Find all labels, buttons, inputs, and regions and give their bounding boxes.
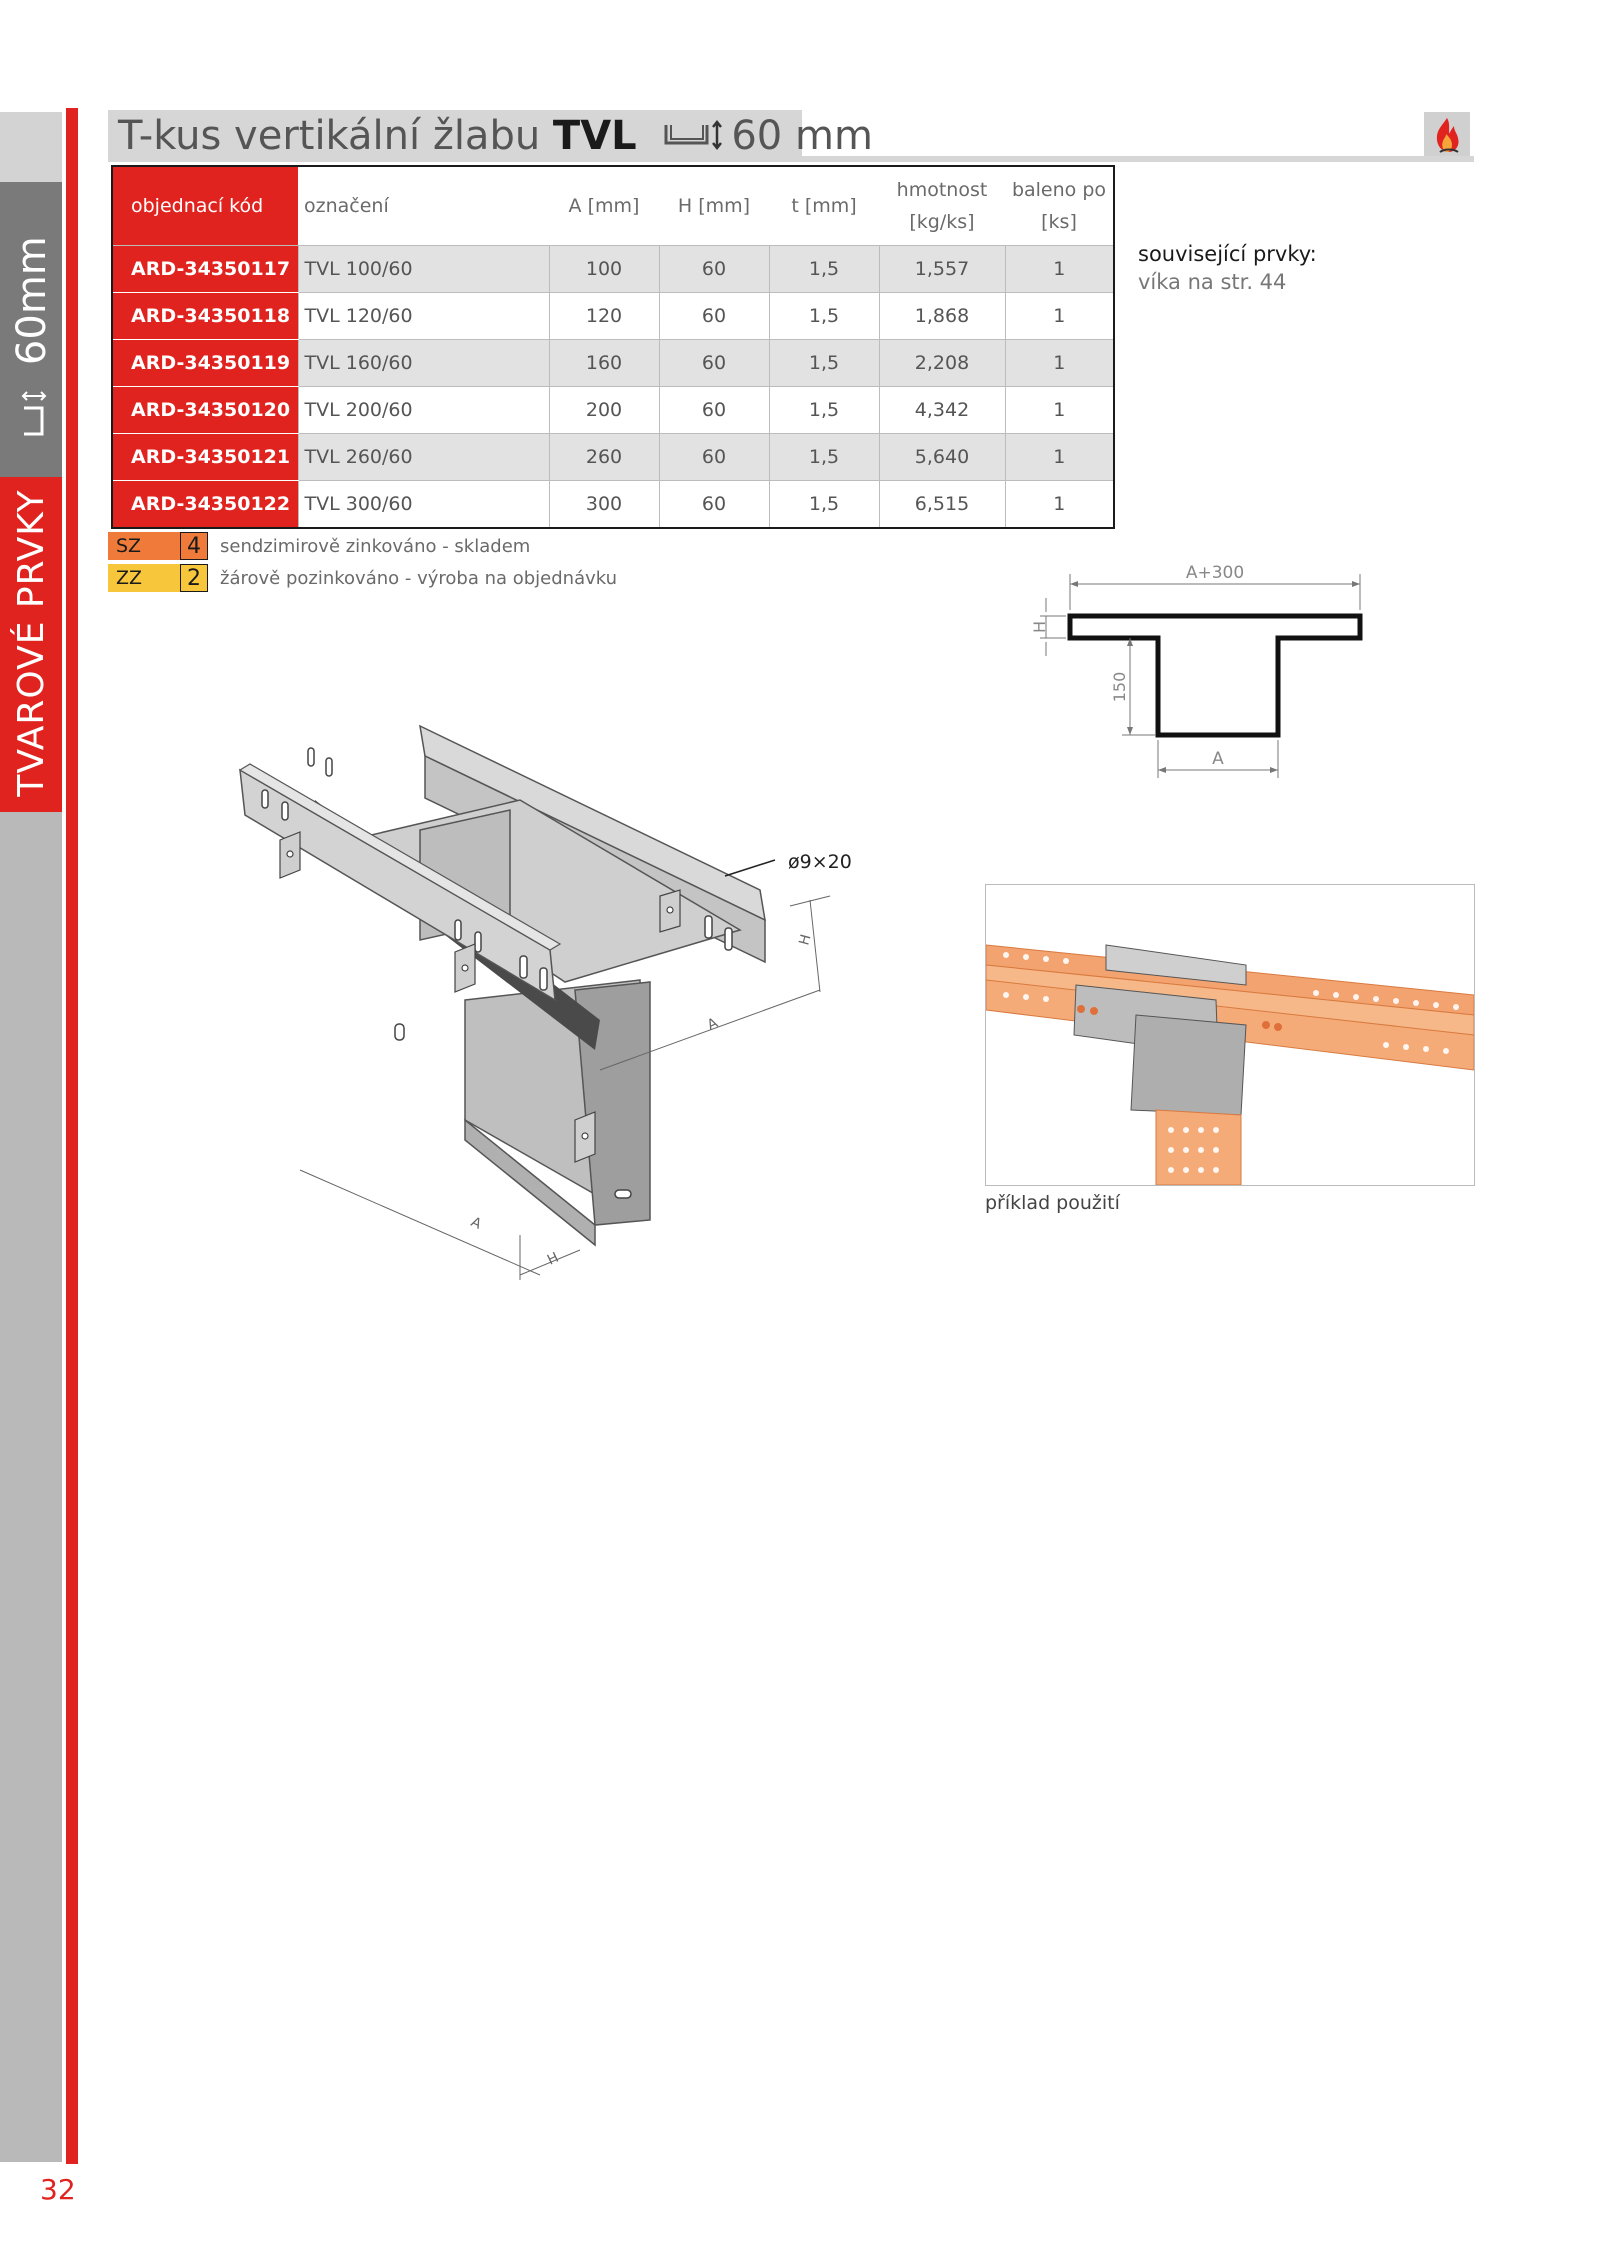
cell-code: ARD-34350119 — [112, 340, 298, 387]
cell-code: ARD-34350120 — [112, 387, 298, 434]
dim-a-3d: A — [704, 1015, 721, 1034]
cell-h: 60 — [659, 340, 769, 387]
table-row — [112, 293, 1114, 340]
dim-a: A — [1212, 749, 1224, 769]
legend-text: žárově pozinkováno - výroba na objednávku — [220, 567, 618, 589]
finish-legend — [108, 530, 617, 594]
cell-t: 1,5 — [769, 434, 879, 481]
title-code: TVL — [552, 113, 637, 159]
legend-text: sendzimirově zinkováno - skladem — [220, 535, 531, 557]
spec-table — [111, 165, 1115, 529]
header-name: označení — [298, 166, 549, 246]
header-h: H [mm] — [659, 166, 769, 246]
related-text: víka na str. 44 — [1138, 270, 1287, 294]
hole-label: ø9×20 — [788, 851, 852, 873]
example-photo — [985, 884, 1475, 1186]
cell-a: 260 — [549, 434, 659, 481]
cell-name: TVL 100/60 — [298, 246, 549, 293]
example-caption: příklad použití — [985, 1192, 1120, 1214]
cell-name: TVL 300/60 — [298, 481, 549, 529]
tray-profile-icon — [663, 114, 725, 162]
table-row — [112, 387, 1114, 434]
cell-name: TVL 120/60 — [298, 293, 549, 340]
legend-num: 2 — [180, 564, 208, 592]
cell-weight: 2,208 — [879, 340, 1005, 387]
cell-a: 120 — [549, 293, 659, 340]
cell-pack: 1 — [1005, 387, 1114, 434]
cell-a: 160 — [549, 340, 659, 387]
cell-name: TVL 200/60 — [298, 387, 549, 434]
legend-code: SZ — [108, 532, 180, 560]
cell-code: ARD-34350117 — [112, 246, 298, 293]
cell-pack: 1 — [1005, 246, 1114, 293]
cell-pack: 1 — [1005, 293, 1114, 340]
example-illustration — [986, 885, 1474, 1185]
cell-weight: 5,640 — [879, 434, 1005, 481]
table-row — [112, 246, 1114, 293]
cell-code: ARD-34350118 — [112, 293, 298, 340]
page-number: 32 — [40, 2173, 76, 2206]
cell-pack: 1 — [1005, 481, 1114, 529]
cell-a: 100 — [549, 246, 659, 293]
page-title — [118, 112, 873, 162]
legend-row-sz — [108, 530, 617, 562]
cell-h: 60 — [659, 481, 769, 529]
cell-weight: 4,342 — [879, 387, 1005, 434]
cell-h: 60 — [659, 387, 769, 434]
title-prefix: T-kus vertikální žlabu — [118, 113, 553, 159]
dim-h-3d: H — [796, 932, 815, 948]
cell-t: 1,5 — [769, 481, 879, 529]
title-height: 60 mm — [731, 113, 873, 159]
cell-code: ARD-34350122 — [112, 481, 298, 529]
tray-profile-icon — [9, 365, 55, 438]
product-3d-drawing — [220, 720, 860, 1300]
header-pack: baleno po [ks] — [1005, 166, 1114, 246]
cell-name: TVL 260/60 — [298, 434, 549, 481]
sidebar-size-label: 60mm — [12, 187, 52, 487]
cell-name: TVL 160/60 — [298, 340, 549, 387]
cell-h: 60 — [659, 434, 769, 481]
related-items — [1138, 240, 1317, 296]
cell-a: 300 — [549, 481, 659, 529]
table-row — [112, 434, 1114, 481]
header-a: A [mm] — [549, 166, 659, 246]
cell-t: 1,5 — [769, 387, 879, 434]
cell-code: ARD-34350121 — [112, 434, 298, 481]
sidebar-top-segment — [0, 112, 62, 182]
cell-t: 1,5 — [769, 246, 879, 293]
header-code: objednací kód — [112, 166, 298, 246]
cell-weight: 1,557 — [879, 246, 1005, 293]
sidebar-category-label: TVAROVÉ PRVKY — [11, 489, 52, 797]
table-row — [112, 481, 1114, 529]
cell-t: 1,5 — [769, 293, 879, 340]
cell-pack: 1 — [1005, 340, 1114, 387]
section-drawing — [1010, 560, 1390, 790]
header-t: t [mm] — [769, 166, 879, 246]
cell-t: 1,5 — [769, 340, 879, 387]
table-header-row — [112, 166, 1114, 246]
dim-a-3d-bottom: A — [468, 1214, 484, 1233]
legend-num: 4 — [180, 532, 208, 560]
table-row — [112, 340, 1114, 387]
cell-weight: 1,868 — [879, 293, 1005, 340]
legend-code: ZZ — [108, 564, 180, 592]
header-weight: hmotnost [kg/ks] — [879, 166, 1005, 246]
sidebar-red-line — [66, 108, 78, 2164]
cell-h: 60 — [659, 293, 769, 340]
cell-h: 60 — [659, 246, 769, 293]
fire-icon — [1424, 112, 1470, 156]
cell-pack: 1 — [1005, 434, 1114, 481]
legend-row-zz — [108, 562, 617, 594]
dim-h: H — [1030, 620, 1049, 634]
dim-h-3d-bottom: H — [544, 1249, 562, 1269]
dim-150: 150 — [1110, 671, 1129, 703]
related-label: související prvky: — [1138, 242, 1317, 266]
cell-weight: 6,515 — [879, 481, 1005, 529]
dim-a-plus-300: A+300 — [1185, 563, 1245, 583]
cell-a: 200 — [549, 387, 659, 434]
